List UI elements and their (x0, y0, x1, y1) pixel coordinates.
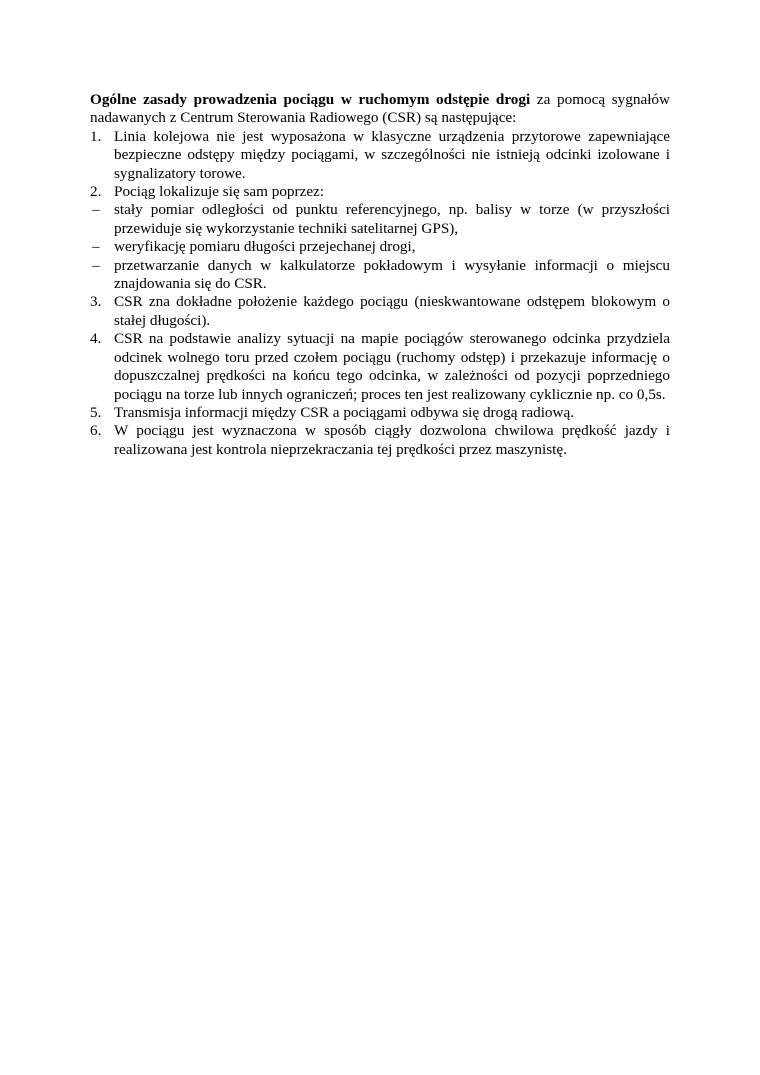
list-item-text: CSR na podstawie analizy sytuacji na mapie pociągów sterowanego odcinka przydziela odcinek wolnego toru przed czołem pociągu (ruchomy odstęp) i przekazuje informację o dopuszczalnej prędkości na końcu tego odcinka, w zależności od pozycji poprzedniego pociągu na torze lub innych ograniczeń; proces ten jest realizowany cyklicznie np. co 0,5s. (114, 330, 670, 403)
dash-marker: – (92, 238, 100, 256)
list-item-4 (90, 330, 670, 404)
list-item-text: Linia kolejowa nie jest wyposażona w klasyczne urządzenia przytorowe zapewniające bezpieczne odstępy między pociągami, w szczególności nie istnieją odcinki izolowane i sygnalizatory torowe. (114, 127, 670, 182)
list-marker: 5. (90, 403, 102, 421)
list-marker: 2. (90, 183, 102, 201)
intro-paragraph (90, 91, 670, 128)
sub-item-text: przetwarzanie danych w kalkulatorze pokładowym i wysyłanie informacji o miejscu znajdowania się do CSR. (114, 256, 670, 293)
sub-item-1 (90, 201, 670, 238)
document-page (90, 91, 670, 459)
sub-item-3 (90, 257, 670, 294)
list-marker: 4. (90, 330, 102, 348)
list-item-text: CSR zna dokładne położenie każdego pociągu (nieskwantowane odstępem blokowym o stałej długości). (114, 293, 670, 329)
dash-marker: – (92, 201, 100, 219)
list-marker: 6. (90, 422, 102, 440)
list-item-text: W pociągu jest wyznaczona w sposób ciągły dozwolona chwilowa prędkość jazdy i realizowana jest kontrola nieprzekraczania tej prędkości przez maszynistę. (114, 422, 670, 458)
list-item-3 (90, 293, 670, 330)
list-item-5 (90, 404, 670, 422)
intro-text: za pomocą sygnałów nadawanych z Centrum Sterowania Radiowego (CSR) są następujące: (90, 91, 670, 127)
dash-marker: – (92, 256, 100, 274)
list-marker: 3. (90, 293, 102, 311)
sub-item-text: weryfikację pomiaru długości przejechanej drogi, (114, 238, 416, 256)
sub-item-2 (90, 238, 670, 256)
list-item-6 (90, 422, 670, 459)
list-marker: 1. (90, 127, 102, 145)
intro-bold-heading: Ogólne zasady prowadzenia pociągu w ruchomym odstępie drogi (90, 91, 531, 108)
list-item-text: Transmisja informacji między CSR a pociągami odbywa się drogą radiową. (114, 403, 575, 421)
list-item-1 (90, 128, 670, 183)
list-item-2 (90, 183, 670, 201)
list-item-text: Pociąg lokalizuje się sam poprzez: (114, 183, 325, 201)
sub-item-text: stały pomiar odległości od punktu referencyjnego, np. balisy w torze (w przyszłości przewiduje się wykorzystanie techniki satelitarnej GPS), (114, 201, 670, 237)
